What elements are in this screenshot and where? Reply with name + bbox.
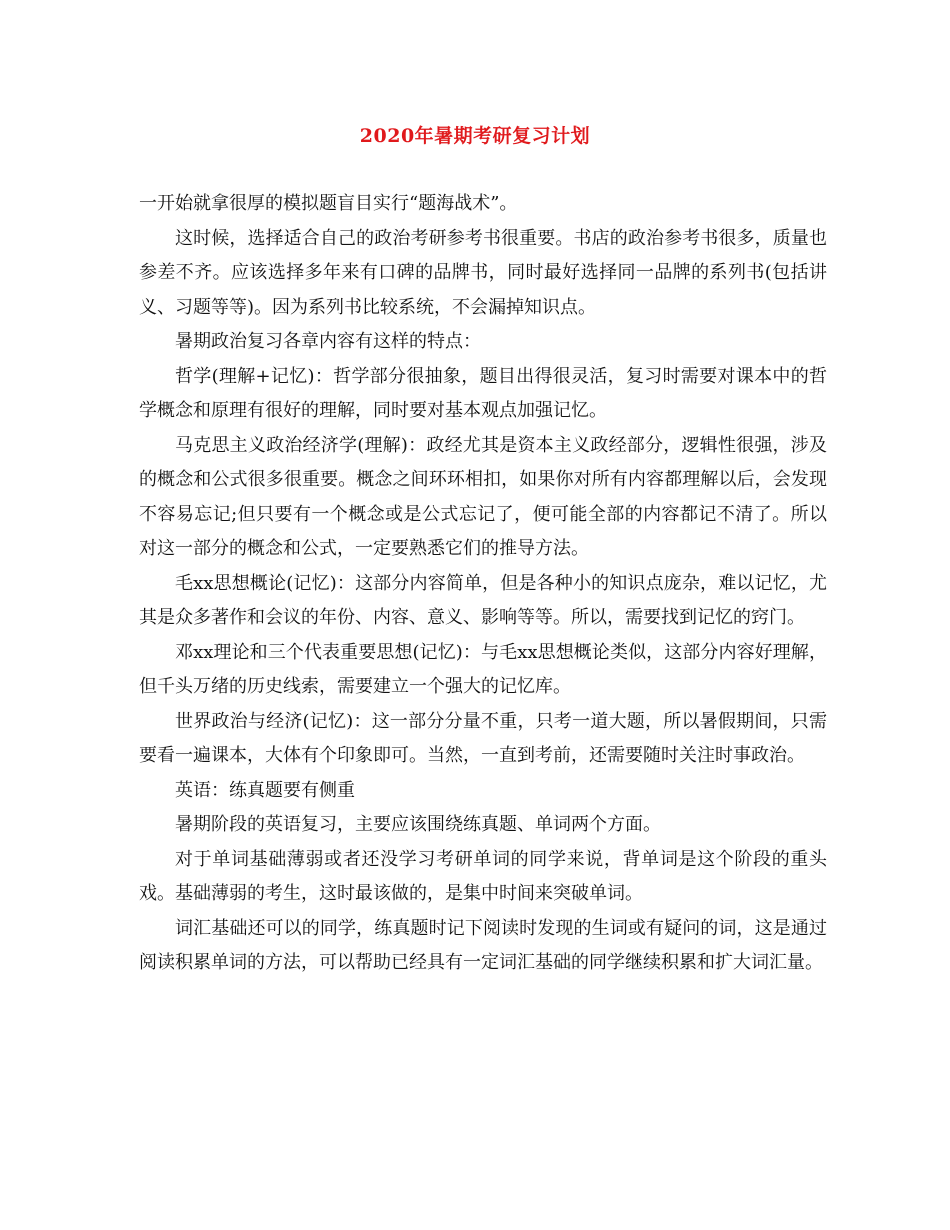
paragraph-3: 暑期政治复习各章内容有这样的特点： [175,331,481,352]
paragraph-12: 词汇基础还可以的同学，练真题时记下阅读时发现的生词或有疑问的词，这是通过阅读积累单词的方法，可以帮助已经具有一定词汇基础的同学继续积累和扩大词汇量。 [139,917,827,973]
paragraph-5: 马克思主义政治经济学(理解)：政经尤其是资本主义政经部分，逻辑性很强，涉及的概念和公式很多很重要。概念之间环环相扣，如果你对所有内容都理解以后，会发现不容易忘记;但只要有一个概念或是公式忘记了，便可能全部的内容都记不清了。所以对这一部分的概念和公式，一定要熟悉它们的推导方法。 [139,434,827,559]
paragraph-10: 暑期阶段的英语复习，主要应该围绕练真题、单词两个方面。 [175,814,661,835]
paragraph-9: 英语：练真题要有侧重 [175,779,355,801]
paragraph-6: 毛xx思想概论(记忆)：这部分内容简单，但是各种小的知识点庞杂，难以记忆，尤其是众多著作和会议的年份、内容、意义、影响等等。所以，需要找到记忆的窍门。 [139,572,827,628]
paragraph-1: 一开始就拿很厚的模拟题盲目实行“题海战术”。 [139,193,518,214]
document-body [139,187,827,981]
document-title: 2020年暑期考研复习计划 [359,125,591,147]
paragraph-7: 邓xx理论和三个代表重要思想(记忆)：与毛xx思想概论类似，这部分内容好理解，但千头万绪的历史线索，需要建立一个强大的记忆库。 [139,641,827,697]
paragraph-8: 世界政治与经济(记忆)：这一部分分量不重，只考一道大题，所以暑假期间，只需要看一遍课本，大体有个印象即可。当然，一直到考前，还需要随时关注时事政治。 [139,710,827,766]
paragraph-4: 哲学(理解+记忆)：哲学部分很抽象，题目出得很灵活，复习时需要对课本中的哲学概念和原理有很好的理解，同时要对基本观点加强记忆。 [139,365,827,421]
paragraph-2: 这时候，选择适合自己的政治考研参考书很重要。书店的政治参考书很多，质量也参差不齐。应该选择多年来有口碑的品牌书，同时最好选择同一品牌的系列书(包括讲义、习题等等)。因为系列书比较系统，不会漏掉知识点。 [139,227,827,318]
paragraph-11: 对于单词基础薄弱或者还没学习考研单词的同学来说，背单词是这个阶段的重头戏。基础薄弱的考生，这时最该做的，是集中时间来突破单词。 [139,848,827,904]
